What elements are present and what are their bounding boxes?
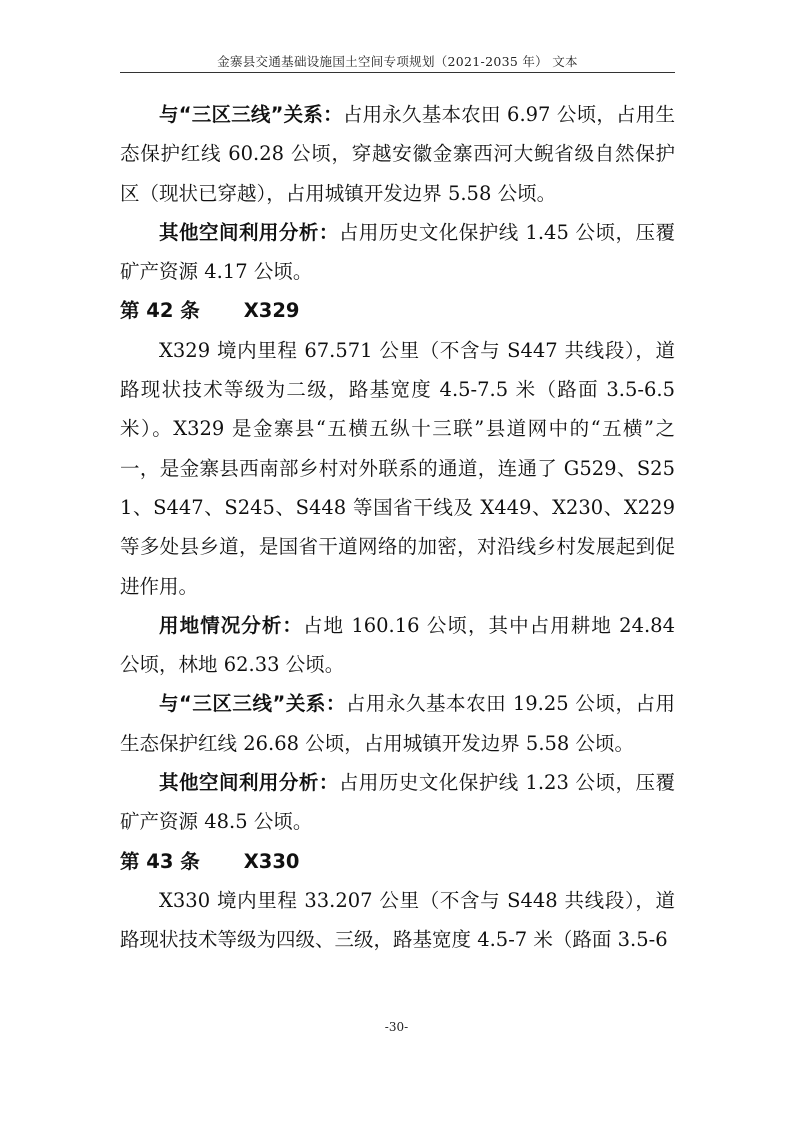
paragraph-x330-description — [120, 881, 675, 960]
paragraph-text: 占用永久基本农田 6.97 公顷，占用生态保护红线 60.28 公顷，穿越安徽金寨西河大鲵省级自然保护区（现状已穿越），占用城镇开发边界 5.58 公顷。 — [120, 103, 675, 205]
paragraph-other-space-2 — [120, 763, 675, 842]
paragraph-lead: 用地情况分析： — [159, 613, 303, 637]
paragraph-text: X329 境内里程 67.571 公里（不含与 S447 共线段），道路现状技术等级为二级，路基宽度 4.5-7.5 米（路面 3.5-6.5 米）。X329 是金寨县“五横五纵十三联”县道网中的“五横”之一，是金寨县西南部乡村对外联系的通道，连通了 G529、S251、S447、S245、S448 等国省干线及 X449、X230、X229 等多处县乡道，是国省干道网络的加密，对沿线乡村发展起到促进作用。 — [120, 338, 675, 598]
paragraph-text: X330 境内里程 33.207 公里（不含与 S448 共线段），道路现状技术等级为四级、三级，路基宽度 4.5-7 米（路面 3.5-6 — [120, 888, 675, 952]
page-number: -30- — [384, 1020, 409, 1034]
header-rule — [120, 72, 675, 73]
paragraph-lead: 与“三区三线”关系： — [159, 103, 343, 126]
article-heading-43 — [120, 842, 675, 881]
paragraph-lead: 其他空间利用分析： — [159, 771, 339, 795]
paragraph-x329-description — [120, 331, 675, 606]
paragraph-lead: 其他空间利用分析： — [159, 220, 339, 244]
road-code: X330 — [243, 849, 300, 873]
paragraph-text: 占地 160.16 公顷，其中占用耕地 24.84 公顷，林地 62.33 公顷。 — [120, 613, 675, 677]
paragraph-text: 占用永久基本农田 19.25 公顷，占用生态保护红线 26.68 公顷，占用城镇开发边界 5.58 公顷。 — [120, 692, 675, 755]
article-heading-42 — [120, 291, 675, 330]
page-header: 金寨县交通基础设施国土空间专项规划（2021-2035 年） 文本 — [217, 54, 578, 69]
article-number: 第 42 条 — [120, 299, 200, 323]
body-text — [120, 95, 675, 960]
paragraph-lead: 与“三区三线”关系： — [159, 692, 346, 716]
paragraph-other-space-1 — [120, 213, 675, 292]
road-code: X329 — [243, 299, 300, 323]
paragraph-text: 占用历史文化保护线 1.23 公顷，压覆矿产资源 48.5 公顷。 — [120, 771, 675, 834]
paragraph-text: 占用历史文化保护线 1.45 公顷，压覆矿产资源 4.17 公顷。 — [120, 220, 675, 284]
paragraph-three-zones-1 — [120, 95, 675, 213]
paragraph-three-zones-2 — [120, 684, 675, 763]
paragraph-land-use — [120, 606, 675, 685]
article-number: 第 43 条 — [120, 849, 200, 873]
